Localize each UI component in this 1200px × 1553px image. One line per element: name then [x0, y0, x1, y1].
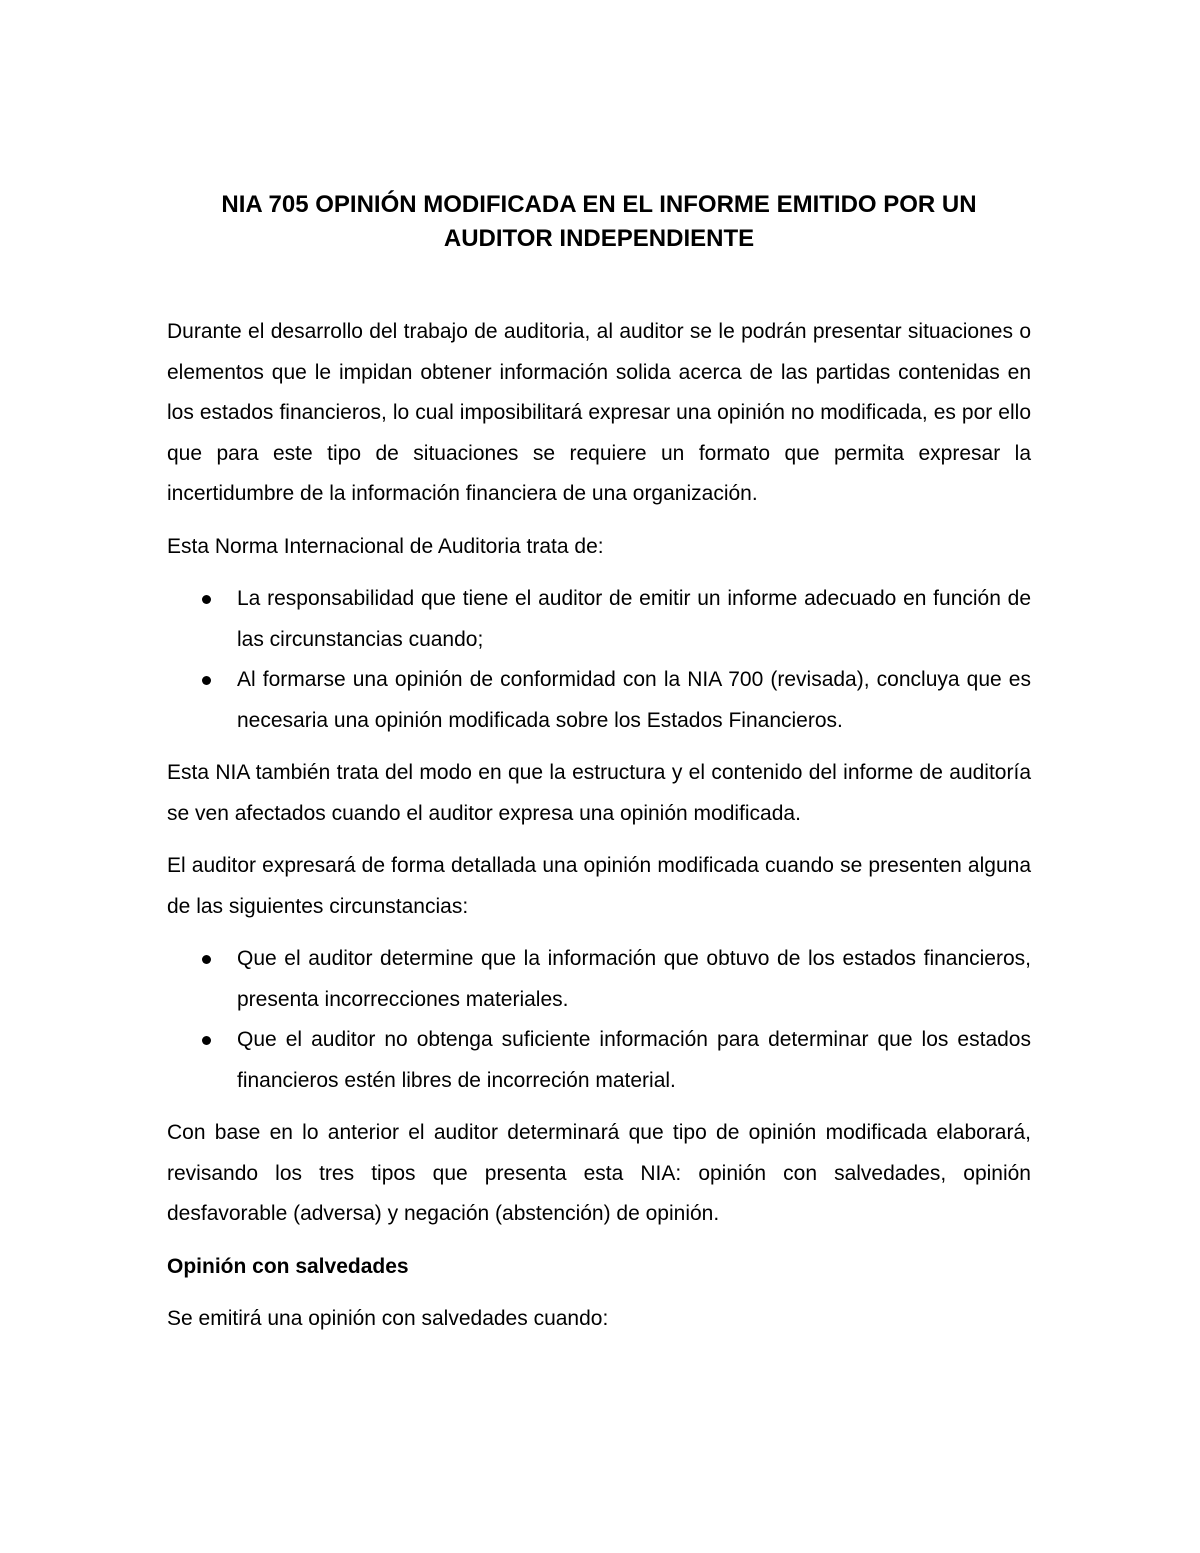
list-item-text: Que el auditor determine que la información que obtuvo de los estados financieros, presenta incorrecciones materiales.: [237, 947, 1031, 1011]
list-item-text: Al formarse una opinión de conformidad con la NIA 700 (revisada), concluya que es necesaria una opinión modificada sobre los Estados Financieros.: [237, 668, 1031, 732]
scope-intro-paragraph: Esta Norma Internacional de Auditoria trata de:: [167, 534, 604, 558]
document-body: [167, 312, 1031, 1352]
bullet-icon: [202, 676, 211, 685]
circumstances-list: [167, 939, 1031, 1101]
bullet-icon: [202, 1036, 211, 1045]
types-paragraph: Con base en lo anterior el auditor determinará que tipo de opinión modificada elaborará, revisando los tres tipos que presenta esta NIA: opinión con salvedades, opinión desfavorable (adversa) y negación (abstención) de opinión.: [167, 1121, 1031, 1225]
list-item-text: La responsabilidad que tiene el auditor de emitir un informe adecuado en función de las circunstancias cuando;: [237, 587, 1031, 651]
scope-list: [167, 579, 1031, 741]
list-item: [167, 579, 1031, 660]
bullet-icon: [202, 595, 211, 604]
section-heading: Opinión con salvedades: [167, 1254, 409, 1278]
circumstances-intro-paragraph: El auditor expresará de forma detallada una opinión modificada cuando se presenten alguna de las siguientes circunstancias:: [167, 854, 1031, 918]
list-item: [167, 660, 1031, 741]
structure-paragraph: Esta NIA también trata del modo en que la estructura y el contenido del informe de auditoría se ven afectados cuando el auditor expresa una opinión modificada.: [167, 761, 1031, 825]
list-item-text: Que el auditor no obtenga suficiente información para determinar que los estados financieros estén libres de incorreción material.: [237, 1028, 1031, 1092]
list-item: [167, 939, 1031, 1020]
bullet-icon: [202, 955, 211, 964]
list-item: [167, 1020, 1031, 1101]
intro-paragraph: Durante el desarrollo del trabajo de auditoria, al auditor se le podrán presentar situaciones o elementos que le impidan obtener información solida acerca de las partidas contenidas en los estados financieros, lo cual imposibilitará expresar una opinión no modificada, es por ello que para este tipo de situaciones se requiere un formato que permita expresar la incertidumbre de la información financiera de una organización.: [167, 320, 1031, 505]
qualified-intro-paragraph: Se emitirá una opinión con salvedades cuando:: [167, 1307, 609, 1330]
document-title: NIA 705 OPINIÓN MODIFICADA EN EL INFORME EMITIDO POR UN AUDITOR INDEPENDIENTE: [221, 191, 977, 252]
